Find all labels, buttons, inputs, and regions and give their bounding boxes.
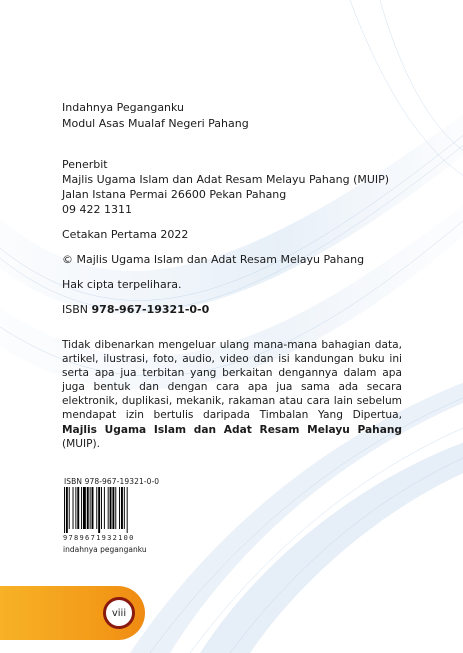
publisher-phone: 09 422 1311 (62, 203, 132, 216)
barcode-bar (108, 487, 109, 529)
barcode-bar (77, 487, 79, 529)
barcode-bar (87, 487, 89, 529)
barcode-bar (83, 487, 86, 529)
notice-text: Tidak dibenarkan mengeluar ulang mana-mana bahagian data, artikel, ilustrasi, foto, audio, video dan isi kandungan buku ini serta apa jua terbitan yang berkaitan dengannya dalam apa juga bentuk dan dengan cara apa jua sama ada secara elektronik, duplikasi, mekanik, rakaman atau cara lain sebelum mendapat izin bertulis daripada Timbalan Yang Dipertua, (62, 339, 402, 422)
isbn-label: ISBN (62, 303, 89, 316)
barcode-bar (119, 487, 120, 529)
barcode-image (62, 487, 154, 533)
rights-text: Hak cipta terpelihara. (62, 278, 182, 291)
barcode-bar (69, 487, 70, 529)
barcode-bar (115, 487, 116, 529)
barcode-bar (127, 487, 128, 533)
barcode-bar (101, 487, 102, 529)
barcode-bar (121, 487, 123, 529)
barcode-bar (90, 487, 91, 529)
page-number-badge (103, 597, 135, 629)
publisher-address: Jalan Istana Permai 26600 Pekan Pahang (62, 188, 287, 201)
notice-bold-text: Majlis Ugama Islam dan Adat Resam Melayu Pahang (62, 423, 402, 436)
barcode-bar (110, 487, 112, 529)
barcode-bar (73, 487, 74, 529)
book-subtitle: Modul Asas Mualaf Negeri Pahang (62, 117, 249, 130)
publisher-name: Majlis Ugama Islam dan Adat Resam Melayu Pahang (MUIP) (62, 173, 390, 186)
barcode-bar (81, 487, 82, 529)
barcode-bar (66, 487, 68, 533)
page-number: viii (111, 607, 127, 619)
book-title: Indahnya Peganganku (62, 101, 185, 114)
publisher-label: Penerbit (62, 158, 108, 171)
barcode-bar (112, 487, 114, 529)
copyright-notice (62, 338, 402, 451)
barcode-bar (92, 487, 94, 529)
barcode-bar (96, 487, 97, 529)
barcode-digits: 9789671932100 (63, 534, 135, 542)
isbn-number: 978-967-19321-0-0 (91, 303, 210, 316)
copyright-text: © Majlis Ugama Islam dan Adat Resam Melayu Pahang (62, 253, 365, 266)
barcode-bar (124, 487, 125, 529)
edition-text: Cetakan Pertama 2022 (62, 228, 189, 241)
barcode-isbn-text: ISBN 978-967-19321-0-0 (64, 477, 160, 486)
notice-end-text: (MUIP). (62, 437, 101, 450)
barcode-bar (75, 487, 76, 529)
barcode-caption: indahnya peganganku (63, 545, 147, 554)
barcode-bar (64, 487, 65, 533)
isbn-line (62, 302, 209, 318)
barcode-bar (104, 487, 105, 529)
barcode-bar (98, 487, 100, 533)
